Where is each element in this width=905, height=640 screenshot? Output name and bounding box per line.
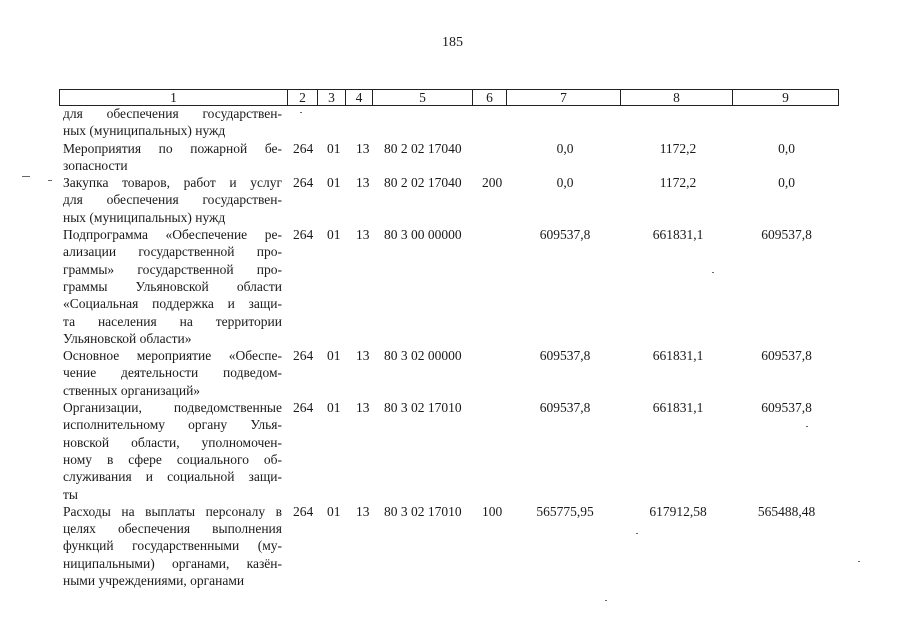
cell-c8: 661831,1 bbox=[652, 400, 704, 416]
cell-c3: 01 bbox=[327, 348, 341, 364]
description-line: ному в сфере социального об- bbox=[63, 451, 282, 467]
cell-c4: 13 bbox=[356, 400, 370, 416]
cell-c2: 264 bbox=[293, 140, 314, 156]
cell-c3: 01 bbox=[327, 400, 341, 416]
header-cell-1: 1 bbox=[60, 90, 288, 105]
description-line: ственных организаций» bbox=[63, 382, 201, 398]
row-description bbox=[63, 399, 282, 503]
description-line: «Социальная поддержка и защи- bbox=[63, 296, 282, 312]
header-cell-6: 6 bbox=[473, 90, 507, 105]
cell-c5: 80 2 02 17040 bbox=[384, 140, 462, 156]
cell-c7: 0,0 bbox=[556, 175, 574, 191]
cell-c9: 565488,48 bbox=[757, 503, 816, 519]
cell-c2: 264 bbox=[293, 503, 314, 519]
cell-c5: 80 2 02 17040 bbox=[384, 175, 462, 191]
cell-c2: 264 bbox=[293, 400, 314, 416]
description-line: Основное мероприятие «Обеспе- bbox=[63, 348, 282, 364]
cell-c9: 0,0 bbox=[778, 140, 795, 156]
page-number: 185 bbox=[442, 35, 463, 50]
description-line: граммы» государственной про- bbox=[63, 261, 282, 277]
cell-c8: 1172,2 bbox=[659, 140, 697, 156]
description-line: Расходы на выплаты персоналу в bbox=[63, 503, 282, 519]
description-line: Подпрограмма «Обеспечение ре- bbox=[63, 227, 282, 243]
description-line: зопасности bbox=[63, 157, 128, 173]
cell-c5: 80 3 02 17010 bbox=[384, 503, 462, 519]
cell-c9: 609537,8 bbox=[761, 400, 812, 416]
cell-c3: 01 bbox=[327, 503, 341, 519]
description-line: ты bbox=[63, 486, 78, 502]
table-header-row bbox=[59, 89, 839, 106]
cell-c2: 264 bbox=[293, 348, 314, 364]
description-line: та населения на территории bbox=[63, 313, 282, 329]
description-line: ных (муниципальных) нужд bbox=[63, 209, 226, 225]
cell-c9: 0,0 bbox=[778, 175, 795, 191]
cell-c5: 80 3 02 00000 bbox=[384, 348, 462, 364]
description-line: служивания и социальной защи- bbox=[63, 469, 282, 485]
description-line: функций государственными (му- bbox=[63, 538, 282, 554]
cell-c6: 100 bbox=[482, 503, 503, 519]
description-line: для обеспечения государствен- bbox=[63, 106, 282, 121]
description-line: Ульяновской области» bbox=[63, 330, 192, 346]
cell-c4: 13 bbox=[356, 175, 370, 191]
description-line: ализации государственной про- bbox=[63, 244, 282, 260]
cell-c5: 80 3 02 17010 bbox=[384, 400, 462, 416]
cell-c4: 13 bbox=[356, 227, 370, 243]
header-cell-9: 9 bbox=[782, 90, 789, 105]
cell-c6: 200 bbox=[482, 175, 503, 191]
header-cell-2: 2 bbox=[288, 90, 318, 105]
header-cell-7: 7 bbox=[507, 90, 621, 105]
cell-c4: 13 bbox=[356, 348, 370, 364]
cell-c9: 609537,8 bbox=[761, 227, 812, 243]
cell-c7: 609537,8 bbox=[539, 400, 591, 416]
cell-c8: 1172,2 bbox=[659, 175, 697, 191]
cell-c5: 80 3 00 00000 bbox=[384, 227, 462, 243]
row-description bbox=[63, 174, 282, 226]
cell-c8: 661831,1 bbox=[652, 348, 704, 364]
cell-c4: 13 bbox=[356, 140, 370, 156]
cell-c2: 264 bbox=[293, 227, 314, 243]
description-line: Мероприятия по пожарной бе- bbox=[63, 140, 282, 156]
description-line: чение деятельности подведом- bbox=[63, 365, 282, 381]
row-description bbox=[63, 140, 282, 175]
description-line: целях обеспечения выполнения bbox=[63, 521, 282, 537]
header-cell-4: 4 bbox=[346, 90, 373, 105]
cell-c4: 13 bbox=[356, 503, 370, 519]
cell-c2: 264 bbox=[293, 175, 314, 191]
description-line: ных (муниципальных) нужд bbox=[63, 123, 226, 139]
description-line: новской области, уполномочен- bbox=[63, 434, 282, 450]
description-line: Закупка товаров, работ и услуг bbox=[63, 175, 282, 191]
description-line: ниципальными) органами, казён- bbox=[63, 555, 282, 571]
header-cell-8: 8 bbox=[621, 90, 733, 105]
description-line: ными учреждениями, органами bbox=[63, 573, 245, 589]
cell-c7: 609537,8 bbox=[539, 227, 591, 243]
cell-c7: 565775,95 bbox=[536, 503, 594, 519]
cell-c8: 617912,58 bbox=[649, 503, 707, 519]
header-cell-5: 5 bbox=[373, 90, 473, 105]
description-line: исполнительному органу Улья- bbox=[63, 417, 282, 433]
row-description bbox=[63, 347, 282, 399]
row-description bbox=[63, 105, 282, 140]
description-line: граммы Ульяновской области bbox=[63, 278, 282, 294]
header-cell-3: 3 bbox=[318, 90, 346, 105]
cell-c7: 609537,8 bbox=[539, 348, 591, 364]
description-line: для обеспечения государствен- bbox=[63, 192, 282, 208]
description-line: Организации, подведомственные bbox=[63, 400, 282, 416]
cell-c7: 0,0 bbox=[556, 140, 574, 156]
cell-c3: 01 bbox=[327, 175, 341, 191]
row-description bbox=[63, 503, 282, 589]
cell-c3: 01 bbox=[327, 227, 341, 243]
cell-c3: 01 bbox=[327, 140, 341, 156]
cell-c9: 609537,8 bbox=[761, 348, 812, 364]
row-description bbox=[63, 226, 282, 347]
cell-c8: 661831,1 bbox=[652, 227, 704, 243]
